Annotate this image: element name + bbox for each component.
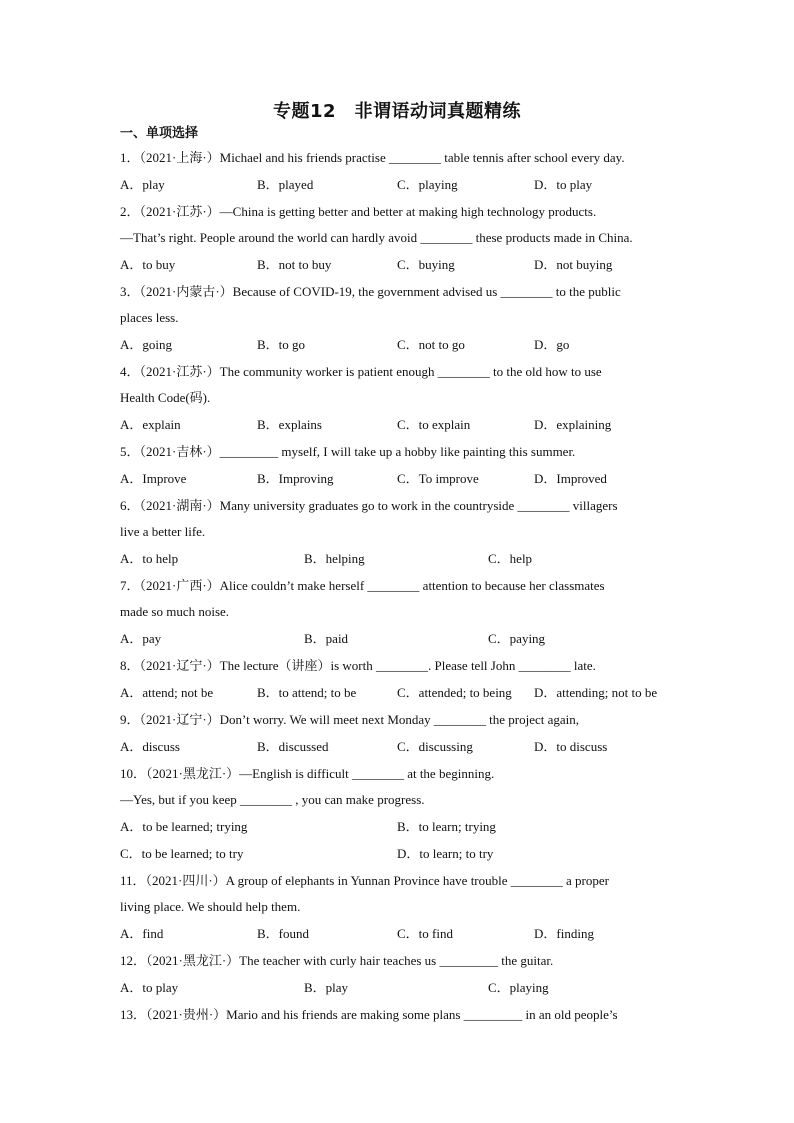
question-5 — [120, 438, 680, 492]
question-4 — [120, 358, 680, 438]
answer-option[interactable]: D．to learn; to try — [397, 846, 494, 861]
question-text-line: 9．（2021·辽宁·）Don’t worry. We will meet next Monday ________ the project again, — [120, 712, 580, 727]
question-text-line: 7．（2021·广西·）Alice couldn’t make herself ________ attention to because her classmates — [120, 578, 605, 593]
answer-option[interactable]: D．to play — [534, 177, 593, 192]
options-row — [120, 813, 680, 840]
answer-option[interactable]: D．not buying — [534, 257, 613, 272]
answer-option[interactable]: B．to attend; to be — [257, 685, 357, 700]
answer-option[interactable]: B．helping — [304, 551, 365, 566]
answer-option[interactable]: C．to find — [397, 926, 453, 941]
answer-option[interactable]: B．play — [304, 980, 349, 995]
question-13 — [120, 1001, 680, 1028]
options-row — [120, 679, 680, 706]
answer-option[interactable]: D．to discuss — [534, 739, 608, 754]
question-text-line: 4．（2021·江苏·）The community worker is patient enough ________ to the old how to use — [120, 364, 602, 379]
options-row — [120, 411, 680, 438]
answer-option[interactable]: A．pay — [120, 631, 162, 646]
answer-option[interactable]: D．finding — [534, 926, 594, 941]
answer-option[interactable]: B．played — [257, 177, 314, 192]
answer-option[interactable]: C．attended; to being — [397, 685, 512, 700]
answer-option[interactable]: A．to help — [120, 551, 179, 566]
section-heading: 一、单项选择 — [120, 126, 199, 141]
answer-option[interactable]: C．to explain — [397, 417, 471, 432]
answer-option[interactable]: C．playing — [397, 177, 458, 192]
answer-option[interactable]: B．found — [257, 926, 310, 941]
question-text-line: 2．（2021·江苏·）—China is getting better and better at making high technology products. — [120, 204, 597, 219]
answer-option[interactable]: D．go — [534, 337, 570, 352]
question-10 — [120, 760, 680, 867]
answer-option[interactable]: A．attend; not be — [120, 685, 214, 700]
question-2 — [120, 198, 680, 278]
answer-option[interactable]: C．paying — [488, 631, 546, 646]
answer-option[interactable]: B．paid — [304, 631, 349, 646]
question-text-line: places less. — [120, 310, 179, 325]
options-row — [120, 171, 680, 198]
options-row — [120, 840, 680, 867]
question-text-line: 3．（2021·内蒙古·）Because of COVID-19, the government advised us ________ to the public — [120, 284, 621, 299]
question-text-line: Health Code(码). — [120, 390, 211, 405]
question-7 — [120, 572, 680, 652]
answer-option[interactable]: B．to learn; trying — [397, 819, 496, 834]
question-text-line: —That’s right. People around the world can hardly avoid ________ these products made in China. — [120, 230, 633, 245]
answer-option[interactable]: C．not to go — [397, 337, 465, 352]
question-9 — [120, 706, 680, 760]
answer-option[interactable]: B．not to buy — [257, 257, 332, 272]
answer-option[interactable]: C．to be learned; to try — [120, 846, 244, 861]
question-text-line: 12．（2021·黑龙江·）The teacher with curly hair teaches us _________ the guitar. — [120, 953, 554, 968]
answer-option[interactable]: D．Improved — [534, 471, 607, 486]
question-text-line: 11．（2021·四川·）A group of elephants in Yunnan Province have trouble ________ a proper — [120, 873, 609, 888]
question-6 — [120, 492, 680, 572]
answer-option[interactable]: C．buying — [397, 257, 455, 272]
question-text-line: 10．（2021·黑龙江·）—English is difficult ________ at the beginning. — [120, 766, 495, 781]
answer-option[interactable]: A．going — [120, 337, 173, 352]
answer-option[interactable]: A．find — [120, 926, 164, 941]
answer-option[interactable]: A．to play — [120, 980, 179, 995]
options-row — [120, 733, 680, 760]
answer-option[interactable]: B．discussed — [257, 739, 329, 754]
answer-option[interactable]: A．to be learned; trying — [120, 819, 248, 834]
question-text-line: —Yes, but if you keep ________ , you can make progress. — [120, 792, 425, 807]
options-row — [120, 974, 680, 1001]
question-text-line: 1．（2021·上海·）Michael and his friends practise ________ table tennis after school every day. — [120, 150, 625, 165]
options-row — [120, 331, 680, 358]
answer-option[interactable]: C．help — [488, 551, 533, 566]
answer-option[interactable]: D．explaining — [534, 417, 612, 432]
answer-option[interactable]: B．explains — [257, 417, 322, 432]
answer-option[interactable]: C．discussing — [397, 739, 473, 754]
answer-option[interactable]: B．Improving — [257, 471, 334, 486]
question-3 — [120, 278, 680, 358]
question-list — [120, 144, 680, 1028]
options-row — [120, 625, 680, 652]
answer-option[interactable]: C．To improve — [397, 471, 479, 486]
question-12 — [120, 947, 680, 1001]
question-text-line: made so much noise. — [120, 604, 230, 619]
answer-option[interactable]: D．attending; not to be — [534, 685, 658, 700]
question-1 — [120, 144, 680, 198]
answer-option[interactable]: A．discuss — [120, 739, 180, 754]
question-text-line: 6．（2021·湖南·）Many university graduates go to work in the countryside ________ villagers — [120, 498, 618, 513]
answer-option[interactable]: A．Improve — [120, 471, 187, 486]
question-text-line: 8．（2021·辽宁·）The lecture（讲座）is worth ________. Please tell John ________ late. — [120, 658, 596, 673]
options-row — [120, 545, 680, 572]
options-row — [120, 251, 680, 278]
question-8 — [120, 652, 680, 706]
question-text-line: living place. We should help them. — [120, 899, 301, 914]
answer-option[interactable]: C．playing — [488, 980, 549, 995]
answer-option[interactable]: A．play — [120, 177, 165, 192]
answer-option[interactable]: A．to buy — [120, 257, 176, 272]
question-11 — [120, 867, 680, 947]
question-text-line: 13．（2021·贵州·）Mario and his friends are making some plans _________ in an old people’s — [120, 1007, 618, 1022]
question-text-line: live a better life. — [120, 524, 206, 539]
options-row — [120, 920, 680, 947]
answer-option[interactable]: A．explain — [120, 417, 181, 432]
question-text-line: 5．（2021·吉林·）_________ myself, I will take up a hobby like painting this summer. — [120, 444, 576, 459]
page-title: 专题12 非谓语动词真题精练 — [272, 101, 522, 122]
options-row — [120, 465, 680, 492]
answer-option[interactable]: B．to go — [257, 337, 306, 352]
